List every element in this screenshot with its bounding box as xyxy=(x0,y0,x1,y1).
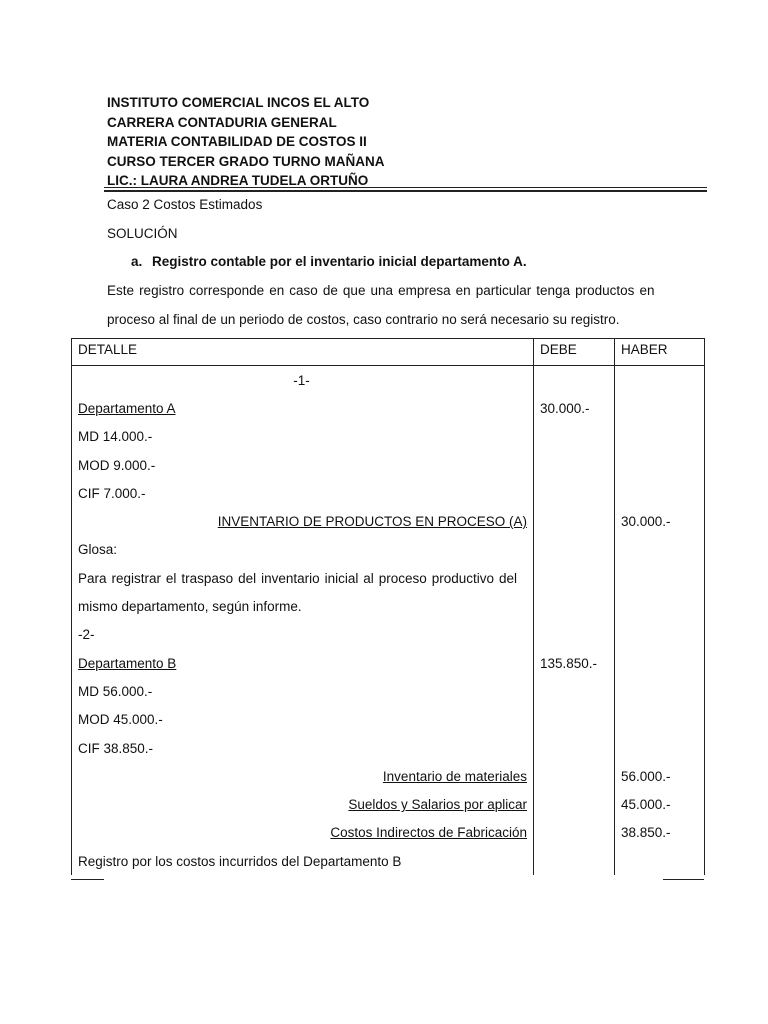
detail-cell xyxy=(72,790,534,818)
debit-cell: 135.850.- xyxy=(534,649,615,677)
detail-cell: MD 56.000.- xyxy=(72,677,534,705)
entry-number-2: -2- xyxy=(72,621,534,649)
table-row xyxy=(72,479,705,507)
table-row xyxy=(72,847,705,875)
account-department-a: Departamento A xyxy=(78,400,176,416)
header-line-career: CARRERA CONTADURIA GENERAL xyxy=(107,114,337,130)
table-row xyxy=(72,762,705,790)
gloss-text-department-b: Registro por los costos incurridos del Departamento B xyxy=(72,847,534,875)
table-row xyxy=(72,734,705,762)
case-title: Caso 2 Costos Estimados xyxy=(107,197,263,212)
debit-cell xyxy=(534,536,615,564)
detail-cell xyxy=(72,507,534,535)
debit-cell xyxy=(534,366,615,395)
account-indirect-costs: Costos Indirectos de Fabricación xyxy=(330,825,527,841)
credit-cell: 38.850.- xyxy=(615,819,705,847)
table-row xyxy=(72,564,705,592)
table-header-row xyxy=(72,339,705,366)
item-a-number: a. xyxy=(131,254,143,269)
credit-cell xyxy=(615,847,705,875)
credit-cell xyxy=(615,734,705,762)
table-row xyxy=(72,706,705,734)
header-divider-thick xyxy=(104,190,707,192)
debit-cell xyxy=(534,507,615,535)
detail-cell xyxy=(72,394,534,422)
credit-cell xyxy=(615,394,705,422)
table-row xyxy=(72,592,705,620)
detail-cell xyxy=(72,649,534,677)
table-row xyxy=(72,507,705,535)
credit-cell xyxy=(615,536,705,564)
account-wages-to-apply: Sueldos y Salarios por aplicar xyxy=(348,797,527,813)
header-line-subject: MATERIA CONTABILIDAD DE COSTOS II xyxy=(107,134,367,149)
table-bottom-border-right xyxy=(663,879,704,880)
journal-entry-table xyxy=(71,338,705,875)
solution-label: SOLUCIÓN xyxy=(107,226,178,241)
detail-cell: MD 14.000.- xyxy=(72,423,534,451)
credit-cell xyxy=(615,706,705,734)
credit-cell xyxy=(615,451,705,479)
credit-cell: 45.000.- xyxy=(615,790,705,818)
institution-header xyxy=(107,93,385,191)
debit-cell xyxy=(534,819,615,847)
table-row xyxy=(72,649,705,677)
table-row xyxy=(72,677,705,705)
detail-cell: MOD 45.000.- xyxy=(72,706,534,734)
debit-cell xyxy=(534,762,615,790)
entry-number-1 xyxy=(72,366,534,395)
account-department-b: Departamento B xyxy=(78,655,177,671)
header-divider-thin xyxy=(104,187,707,188)
gloss-text-line-1: Para registrar el traspaso del inventario inicial al proceso productivo del xyxy=(72,564,534,592)
item-a-text: Registro contable por el inventario inicial departamento A. xyxy=(152,254,527,269)
header-debit: DEBE xyxy=(534,339,615,366)
table-row xyxy=(72,394,705,422)
detail-cell: CIF 7.000.- xyxy=(72,479,534,507)
table-row xyxy=(72,790,705,818)
debit-cell: 30.000.- xyxy=(534,394,615,422)
debit-cell xyxy=(534,564,615,592)
table-row xyxy=(72,366,705,395)
header-line-course: CURSO TERCER GRADO TURNO MAÑANA xyxy=(107,153,385,169)
credit-cell xyxy=(615,677,705,705)
header-credit: HABER xyxy=(615,339,705,366)
detail-cell: CIF 38.850.- xyxy=(72,734,534,762)
table-bottom-border-left xyxy=(71,879,104,880)
debit-cell xyxy=(534,451,615,479)
account-materials-inventory: Inventario de materiales xyxy=(382,768,527,784)
credit-cell xyxy=(615,423,705,451)
debit-cell xyxy=(534,621,615,649)
table-row xyxy=(72,621,705,649)
table-row xyxy=(72,819,705,847)
gloss-label: Glosa: xyxy=(72,536,534,564)
credit-cell xyxy=(615,479,705,507)
table-row xyxy=(72,451,705,479)
debit-cell xyxy=(534,592,615,620)
header-line-institute: INSTITUTO COMERCIAL INCOS EL ALTO xyxy=(107,95,370,110)
debit-cell xyxy=(534,479,615,507)
credit-cell xyxy=(615,592,705,620)
entry-number-text: -1- xyxy=(293,372,310,388)
intro-paragraph-line-2: proceso al final de un periodo de costos, caso contrario no será necesario su registro. xyxy=(107,312,620,327)
debit-cell xyxy=(534,790,615,818)
credit-cell xyxy=(615,564,705,592)
debit-cell xyxy=(534,734,615,762)
credit-cell: 30.000.- xyxy=(615,507,705,535)
table-row xyxy=(72,536,705,564)
credit-cell xyxy=(615,621,705,649)
debit-cell xyxy=(534,847,615,875)
debit-cell xyxy=(534,706,615,734)
table-row xyxy=(72,423,705,451)
credit-cell: 56.000.- xyxy=(615,762,705,790)
detail-cell: MOD 9.000.- xyxy=(72,451,534,479)
header-detail: DETALLE xyxy=(72,339,534,366)
gloss-text-line-2: mismo departamento, según informe. xyxy=(72,592,534,620)
credit-cell xyxy=(615,649,705,677)
credit-cell xyxy=(615,366,705,395)
detail-cell xyxy=(72,762,534,790)
header-line-teacher: LIC.: LAURA ANDREA TUDELA ORTUÑO xyxy=(107,173,369,188)
account-inventory-in-process-a: INVENTARIO DE PRODUCTOS EN PROCESO (A) xyxy=(217,514,527,530)
detail-cell xyxy=(72,819,534,847)
item-a-heading xyxy=(131,254,527,269)
debit-cell xyxy=(534,677,615,705)
intro-paragraph-line-1: Este registro corresponde en caso de que una empresa en particular tenga productos en xyxy=(107,283,655,298)
debit-cell xyxy=(534,423,615,451)
